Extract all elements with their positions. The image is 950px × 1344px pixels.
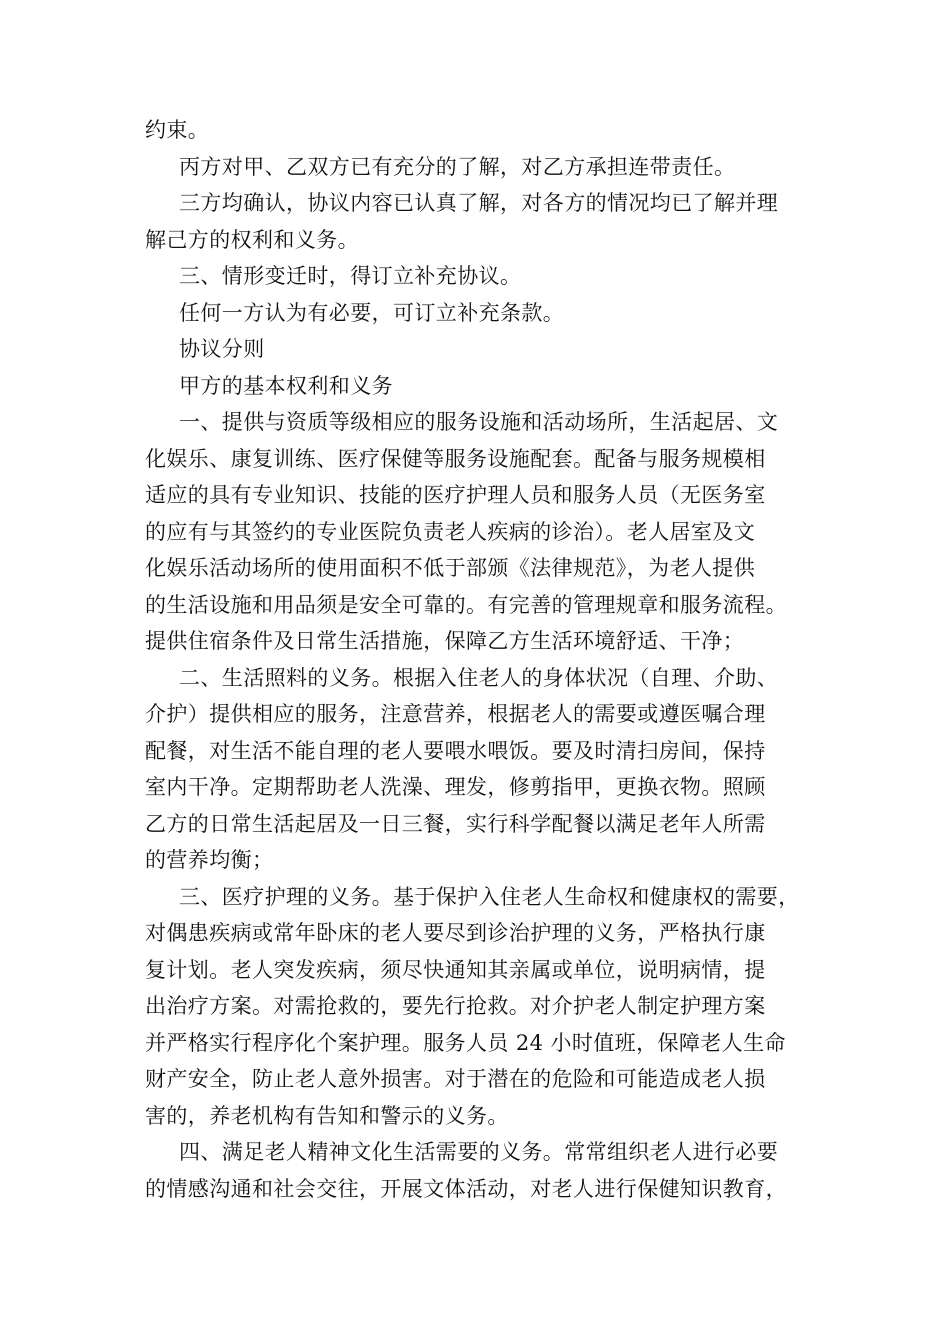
text-line: 协议分则 bbox=[179, 337, 265, 361]
text-line: 三方均确认，协议内容已认真了解，对各方的情况均已了解并理 bbox=[179, 191, 779, 215]
text-line: 三、情形变迁时，得订立补充协议。 bbox=[179, 264, 522, 288]
text-line: 介护）提供相应的服务，注意营养，根据老人的需要或遵医嘱合理 bbox=[145, 702, 766, 726]
text-line: 丙方对甲、乙双方已有充分的了解，对乙方承担连带责任。 bbox=[179, 154, 736, 179]
text-line: 的应有与其签约的专业医院负责老人疾病的诊治）。老人居室及文 bbox=[145, 519, 756, 544]
text-line: 化娱乐、康复训练、医疗保健等服务设施配套。配备与服务规模相 bbox=[145, 446, 766, 471]
text-line: 三、医疗护理的义务。基于保护入住老人生命权和健康权的需要， bbox=[179, 884, 800, 909]
text-line: 提供住宿条件及日常生活措施，保障乙方生活环境舒适、干净； bbox=[145, 629, 745, 653]
text-line: 的营养均衡； bbox=[145, 848, 274, 872]
text-line: 财产安全，防止老人意外损害。对于潜在的危险和可能造成老人损 bbox=[145, 1067, 766, 1091]
text-line: 出治疗方案。对需抢救的，要先行抢救。对介护老人制定护理方案 bbox=[145, 994, 766, 1018]
text-line: 配餐，对生活不能自理的老人要喂水喂饭。要及时清扫房间，保持 bbox=[145, 738, 766, 763]
document-body bbox=[145, 112, 825, 1207]
text-line: 任何一方认为有必要，可订立补充条款。 bbox=[179, 300, 565, 325]
text-line: 复计划。老人突发疾病，须尽快通知其亲属或单位，说明病情，提 bbox=[145, 957, 766, 982]
text-line: 四、满足老人精神文化生活需要的义务。常常组织老人进行必要 bbox=[179, 1140, 779, 1164]
text-line: 约束。 bbox=[145, 118, 210, 142]
text-line: 解己方的权利和义务。 bbox=[145, 227, 359, 252]
text-line: 化娱乐活动场所的使用面积不低于部颁《法律规范》，为老人提供 bbox=[145, 556, 756, 580]
text-line: 害的，养老机构有告知和警示的义务。 bbox=[145, 1103, 509, 1128]
text-line: 一、提供与资质等级相应的服务设施和活动场所，生活起居、文 bbox=[179, 410, 779, 434]
text-line: 的情感沟通和社会交往，开展文体活动，对老人进行保健知识教育， bbox=[145, 1176, 787, 1201]
text-line: 二、生活照料的义务。根据入住老人的身体状况（自理、介助、 bbox=[179, 665, 779, 690]
text-line: 甲方的基本权利和义务 bbox=[179, 373, 393, 398]
text-line: 的生活设施和用品须是安全可靠的。有完善的管理规章和服务流程。 bbox=[145, 592, 787, 617]
text-line: 适应的具有专业知识、技能的医疗护理人员和服务人员（无医务室 bbox=[145, 483, 766, 507]
text-line: 并严格实行程序化个案护理。服务人员 24 小时值班，保障老人生命 bbox=[145, 1030, 786, 1055]
text-line: 对偶患疾病或常年卧床的老人要尽到诊治护理的义务，严格执行康 bbox=[145, 921, 766, 945]
text-line: 乙方的日常生活起居及一日三餐，实行科学配餐以满足老年人所需 bbox=[145, 811, 766, 836]
text-line: 室内干净。定期帮助老人洗澡、理发，修剪指甲，更换衣物。照顾 bbox=[145, 775, 766, 799]
